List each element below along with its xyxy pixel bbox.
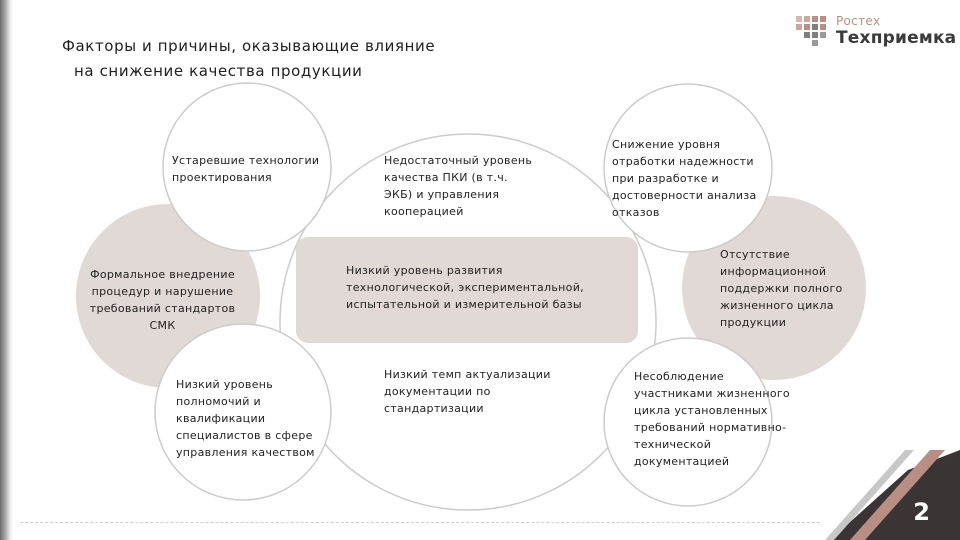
logo-text-tehpriemka: Техприемка <box>836 28 957 48</box>
node-insufficient-pki: Недостаточный уровень качества ПКИ (в т.ч. ЭКБ) и управления кооперацией <box>384 154 533 218</box>
node-low-authority: Низкий уровень полномочий и квалификации специалистов в сфере управления качеством <box>176 378 315 459</box>
slide-title-line-2: на снижение качества продукции <box>74 62 363 80</box>
corner-decoration <box>810 450 960 540</box>
footer-divider <box>20 522 820 523</box>
page-number: 2 <box>913 498 930 526</box>
node-low-update-pace: Низкий темп актуализации документации по стандартизации <box>384 368 551 415</box>
node-low-development: Низкий уровень развития технологической, экспериментальной, испытательной и измерительной базы <box>346 264 584 311</box>
node-reduced-reliability: Снижение уровня отработки надежности при разработке и достоверности анализа отказов <box>612 138 757 219</box>
node-no-lifecycle-support: Отсутствие информационной поддержки полного жизненного цикла продукции <box>720 248 843 329</box>
node-formal-implementation: Формальное внедрение процедур и нарушение требований стандартов СМК <box>89 268 236 332</box>
node-outdated-technologies: Устаревшие технологии проектирования <box>172 154 320 184</box>
slide-title-line-1: Факторы и причины, оказывающие влияние <box>62 37 436 55</box>
node-noncompliance: Несоблюдение участниками жизненного цикла установленных требований нормативно- технической документацией <box>634 370 790 468</box>
logo-text-rostec: Ростех <box>836 14 881 28</box>
